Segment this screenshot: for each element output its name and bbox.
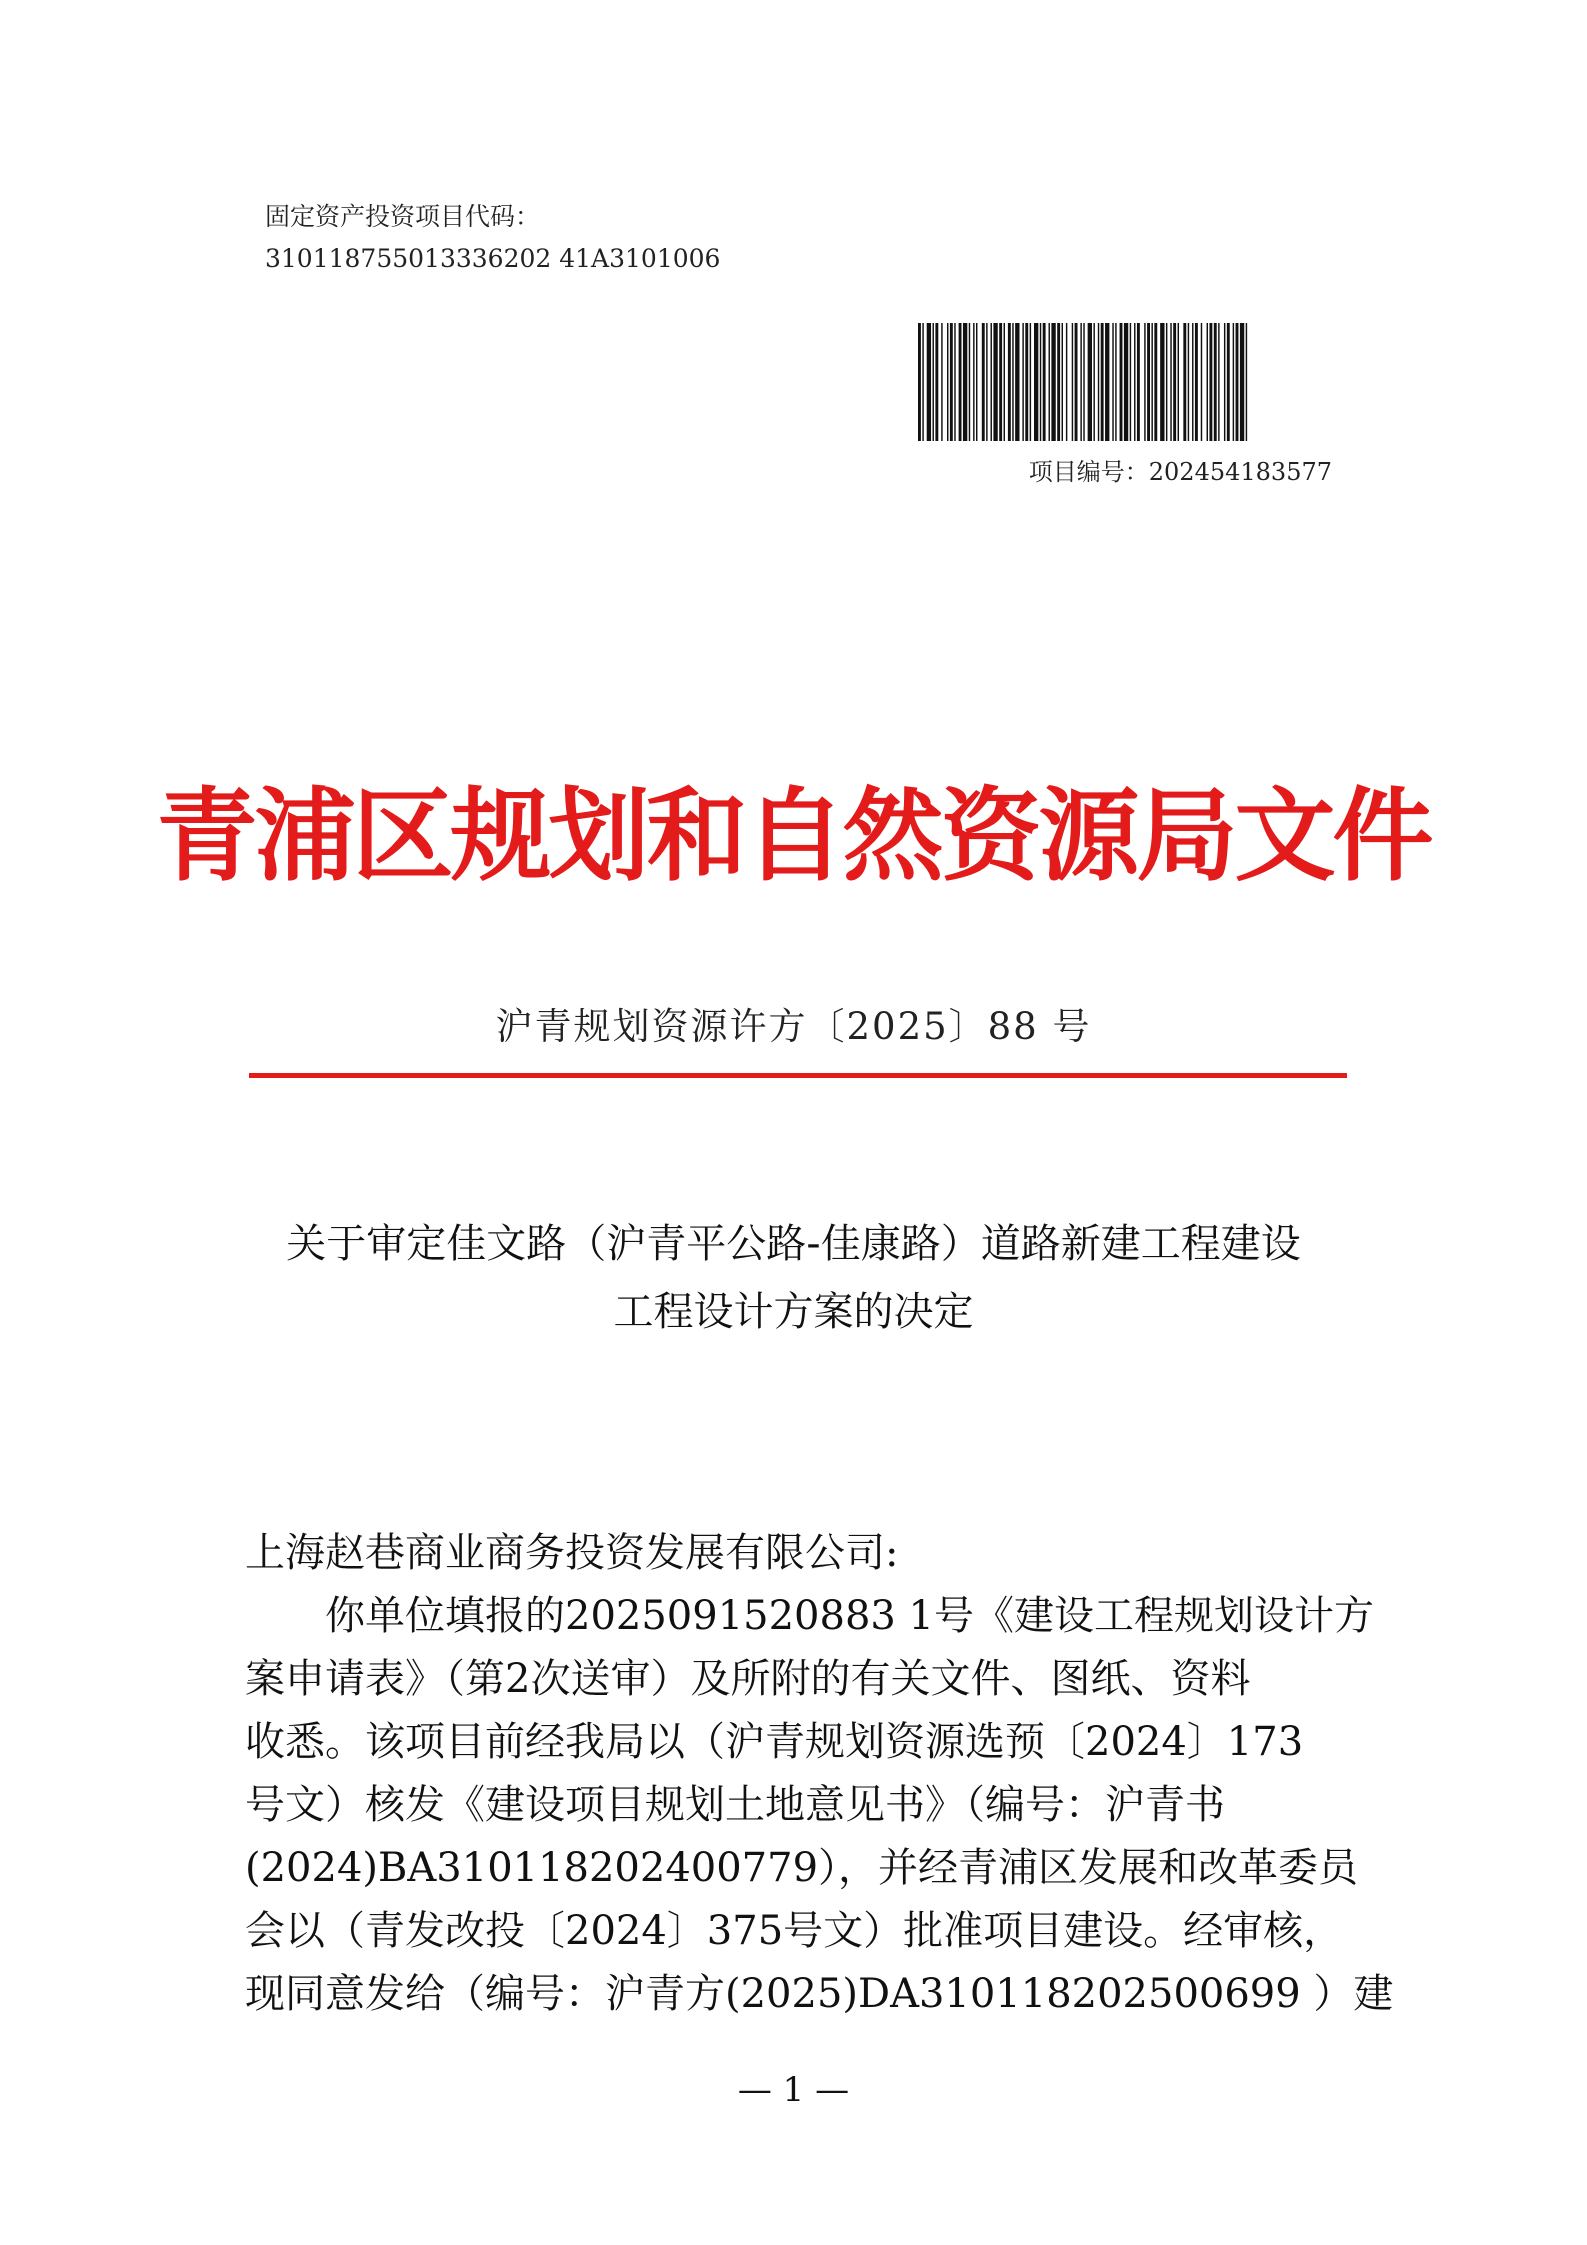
- project-code-block: [265, 196, 720, 280]
- barcode-bar: [1120, 323, 1123, 441]
- barcode-bar: [1083, 323, 1084, 441]
- project-number: 项目编号：202454183577: [1028, 458, 1332, 486]
- barcode-bar: [1144, 323, 1145, 441]
- barcode-bar: [1105, 323, 1109, 441]
- barcode-bar: [1098, 323, 1099, 441]
- barcode-bar: [1218, 323, 1219, 441]
- document-title: [0, 1210, 1587, 1346]
- barcode-bar: [950, 323, 953, 441]
- title-line-2: 工程设计方案的决定: [613, 1289, 974, 1335]
- barcode-bar: [1178, 323, 1179, 441]
- project-code-value: 310118755013336202 41A3101006: [265, 244, 721, 273]
- barcode-bar: [1004, 323, 1005, 441]
- barcode-bar: [1066, 323, 1067, 441]
- barcode-bar: [1049, 323, 1050, 441]
- barcode-bar: [993, 323, 997, 441]
- body-line: 收悉。该项目前经我局以（沪青规划资源选预〔2024〕173: [245, 1719, 1304, 1765]
- body-line: 案申请表》（第2次送审）及所附的有关文件、图纸、资料: [245, 1656, 1251, 1702]
- issuer-header: 青浦区规划和自然资源局文件: [156, 777, 1431, 895]
- barcode-bar: [922, 323, 923, 441]
- body-line: 号文）核发《建设项目规划土地意见书》（编号：沪青书: [245, 1782, 1225, 1828]
- recipient: 上海赵巷商业商务投资发展有限公司:: [245, 1530, 899, 1576]
- barcode-bar: [1008, 323, 1011, 441]
- barcode-bar: [1173, 323, 1176, 441]
- barcode-bar: [1112, 323, 1113, 441]
- barcode-bar: [1101, 323, 1104, 441]
- barcode-bar: [991, 323, 992, 441]
- barcode-bar: [941, 323, 942, 441]
- barcode-bar: [1093, 323, 1094, 441]
- barcode-bar: [1075, 323, 1078, 441]
- barcode-bar: [1012, 323, 1013, 441]
- barcode-bar: [1188, 323, 1189, 441]
- barcode-bar: [1154, 323, 1157, 441]
- barcode-bar: [1209, 323, 1212, 441]
- barcode-bar: [1151, 323, 1152, 441]
- barcode-bar: [1015, 323, 1019, 441]
- barcode-bar: [1034, 323, 1038, 441]
- title-line-1: 关于审定佳文路（沪青平公路-佳康路）道路新建工程建设: [286, 1221, 1301, 1267]
- barcode-bar: [1160, 323, 1164, 441]
- red-divider: [249, 1073, 1347, 1078]
- body-line: (2024)BA310118202400779），并经青浦区发展和改革委员: [245, 1845, 1359, 1891]
- barcode-bar: [1062, 323, 1063, 441]
- barcode-bar: [954, 323, 955, 441]
- barcode-bar: [933, 323, 934, 441]
- barcode-bar: [1246, 323, 1247, 441]
- barcode-bar: [935, 323, 938, 441]
- barcode-bar: [1236, 323, 1239, 441]
- barcode-bar: [1227, 323, 1230, 441]
- barcode-bar: [1147, 323, 1150, 441]
- barcode-bar: [959, 323, 962, 441]
- barcode-bar: [1022, 323, 1023, 441]
- barcode-bar: [1192, 323, 1193, 441]
- barcode-bar: [1170, 323, 1171, 441]
- barcode-bar: [1072, 323, 1073, 441]
- barcode-bar: [1124, 323, 1128, 441]
- barcode-bar: [999, 323, 1002, 441]
- barcode-bar: [1051, 323, 1055, 441]
- barcode-bar: [927, 323, 931, 441]
- barcode-bar: [1207, 323, 1208, 441]
- barcode-bar: [1195, 323, 1198, 441]
- page-number: — 1 —: [737, 2070, 850, 2110]
- barcode-bar: [1240, 323, 1244, 441]
- barcode-bar: [973, 323, 974, 441]
- barcode-bar: [1166, 323, 1167, 441]
- barcode-bar: [1025, 323, 1028, 441]
- barcode-bar: [1224, 323, 1225, 441]
- barcode-bar: [1134, 323, 1135, 441]
- barcode-bar: [947, 323, 948, 441]
- barcode-bar: [976, 323, 977, 441]
- barcode-bar: [1183, 323, 1186, 441]
- barcode-bar: [1043, 323, 1046, 441]
- barcode-bar: [918, 323, 921, 441]
- barcode: [918, 323, 1332, 441]
- barcode-bar: [1130, 323, 1131, 441]
- project-code-label: 固定资产投资项目代码：: [265, 202, 541, 231]
- barcode-bar: [982, 323, 985, 441]
- barcode-bar: [1201, 323, 1202, 441]
- body-line: 会以（青发改投〔2024〕375号文）批准项目建设。经审核，: [245, 1908, 1344, 1954]
- barcode-bar: [1115, 323, 1116, 441]
- barcode-bar: [1040, 323, 1041, 441]
- document-body: [245, 1522, 1394, 2026]
- document-number: 沪青规划资源许方〔2025〕88 号: [495, 1005, 1092, 1048]
- barcode-bar: [1030, 323, 1031, 441]
- barcode-bar: [986, 323, 987, 441]
- body-line: 现同意发给（编号：沪青方(2025)DA310118202500699 ）建: [245, 1971, 1394, 2017]
- barcode-bar: [1057, 323, 1060, 441]
- barcode-bar: [969, 323, 970, 441]
- body-line: 你单位填报的2025091520883 1号《建设工程规划设计方: [325, 1593, 1375, 1639]
- barcode-bar: [1088, 323, 1092, 441]
- barcode-bar: [1214, 323, 1217, 441]
- barcode-bar: [1137, 323, 1140, 441]
- barcode-bar: [963, 323, 967, 441]
- barcode-bar: [1080, 323, 1081, 441]
- barcode-bar: [1233, 323, 1234, 441]
